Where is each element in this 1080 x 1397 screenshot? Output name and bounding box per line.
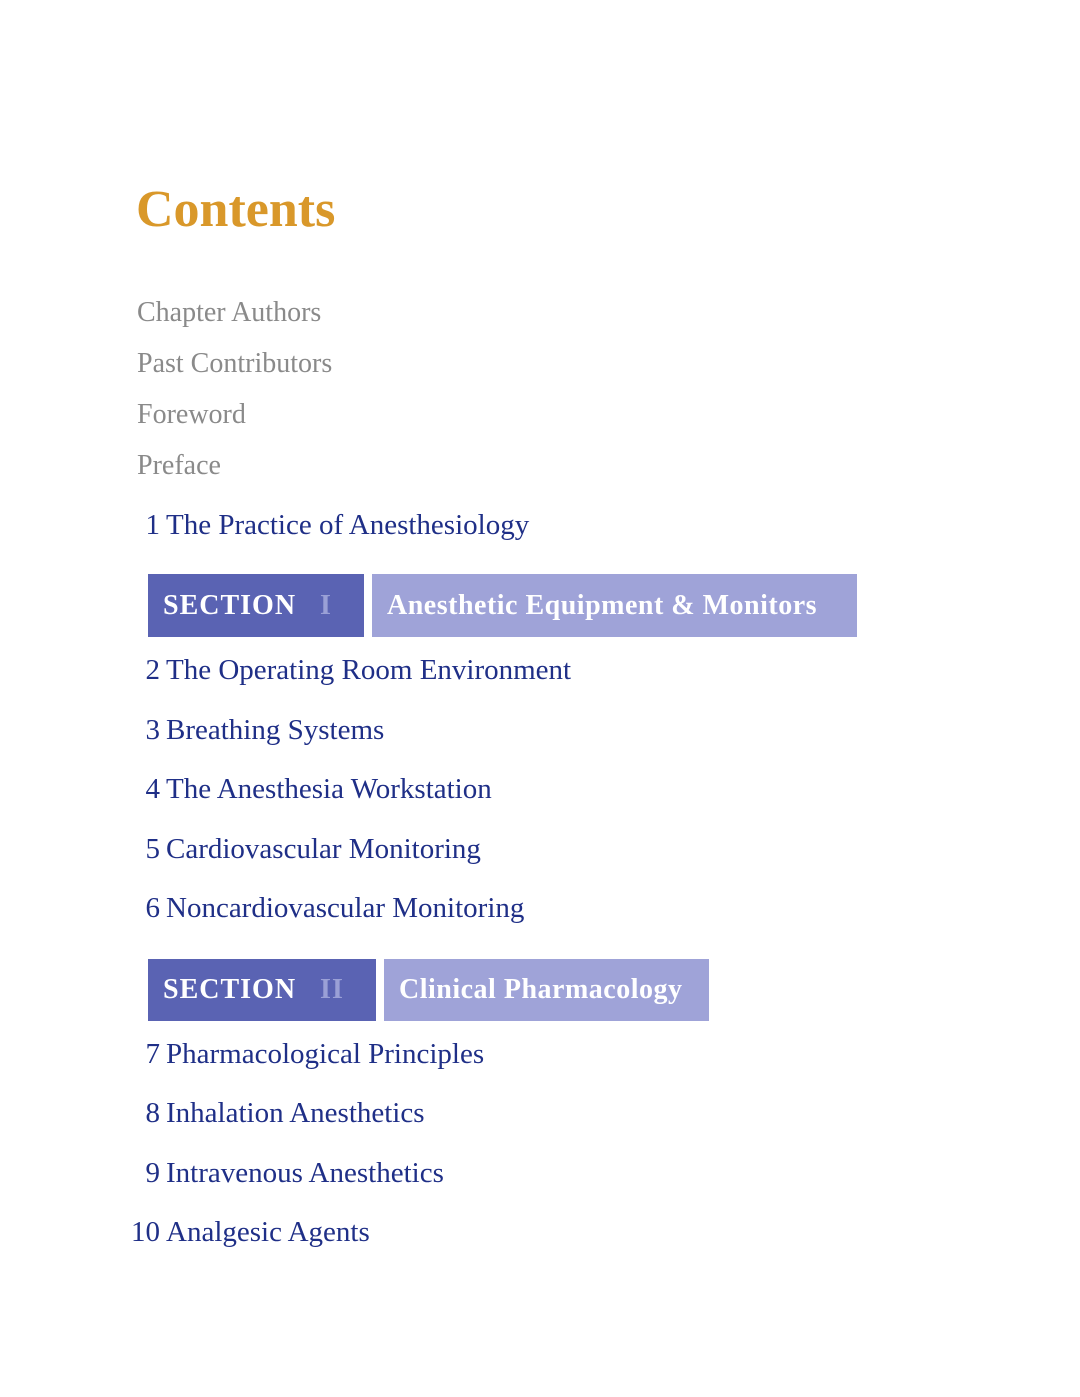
chapter-number: 4 xyxy=(145,773,160,805)
chapter-number: 6 xyxy=(145,892,160,924)
toc-chapter-8[interactable] xyxy=(124,1099,425,1128)
toc-chapter-3[interactable] xyxy=(124,716,384,745)
section-1-title: Anesthetic Equipment & Monitors xyxy=(372,574,857,637)
chapter-number: 3 xyxy=(145,714,160,746)
toc-chapter-7[interactable] xyxy=(124,1040,484,1069)
chapter-number: 10 xyxy=(131,1216,160,1248)
chapter-title: Noncardiovascular Monitoring xyxy=(166,892,525,924)
toc-item-chapter-authors[interactable]: Chapter Authors xyxy=(137,297,322,328)
chapter-number: 5 xyxy=(145,833,160,865)
toc-chapter-2[interactable] xyxy=(124,656,571,685)
chapter-title: Pharmacological Principles xyxy=(166,1038,485,1070)
section-1-roman: I xyxy=(320,589,332,621)
toc-item-past-contributors[interactable]: Past Contributors xyxy=(137,348,333,379)
chapter-title: Breathing Systems xyxy=(166,714,385,746)
chapter-title: The Operating Room Environment xyxy=(166,654,572,686)
chapter-number: 2 xyxy=(145,654,160,686)
page-title: Contents xyxy=(136,181,336,238)
chapter-number: 9 xyxy=(145,1157,160,1189)
toc-chapter-10[interactable] xyxy=(124,1218,370,1247)
chapter-number: 7 xyxy=(145,1038,160,1070)
section-2-title: Clinical Pharmacology xyxy=(384,959,709,1021)
section-1-label: SECTION I xyxy=(148,574,364,637)
toc-chapter-6[interactable] xyxy=(124,894,524,923)
chapter-title: The Anesthesia Workstation xyxy=(166,773,492,805)
chapter-title: The Practice of Anesthesiology xyxy=(166,509,530,541)
toc-item-preface[interactable]: Preface xyxy=(137,450,221,481)
toc-chapter-5[interactable] xyxy=(124,835,481,864)
toc-chapter-9[interactable] xyxy=(124,1159,444,1188)
chapter-number: 1 xyxy=(145,509,160,541)
toc-item-foreword[interactable]: Foreword xyxy=(137,399,246,430)
toc-chapter-1[interactable] xyxy=(124,511,529,540)
section-2-label: SECTION II xyxy=(148,959,376,1021)
section-2-roman: II xyxy=(320,974,344,1005)
chapter-title: Cardiovascular Monitoring xyxy=(166,833,481,865)
chapter-title: Intravenous Anesthetics xyxy=(166,1157,444,1189)
chapter-number: 8 xyxy=(145,1097,160,1129)
chapter-title: Analgesic Agents xyxy=(166,1216,370,1248)
chapter-title: Inhalation Anesthetics xyxy=(166,1097,425,1129)
toc-chapter-4[interactable] xyxy=(124,775,492,804)
